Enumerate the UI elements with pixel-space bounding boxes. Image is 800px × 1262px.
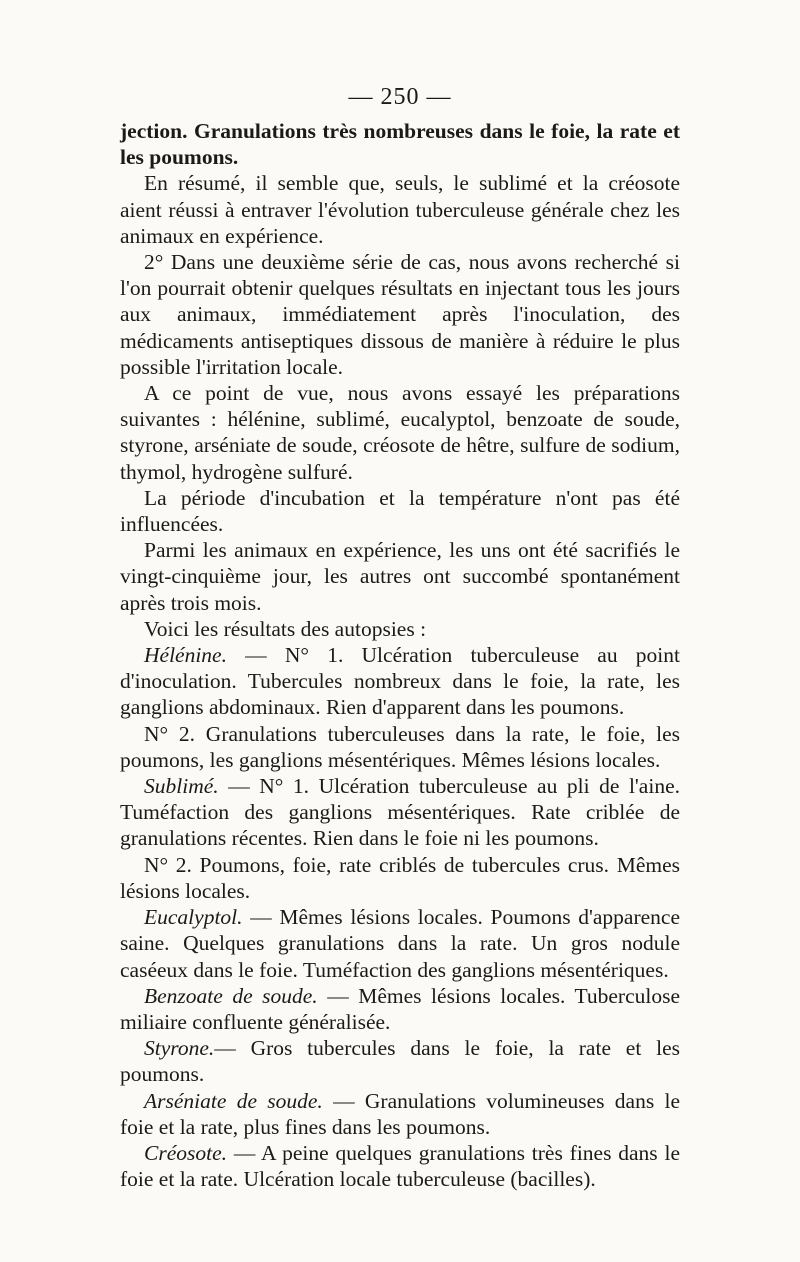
entry-lead: Hélénine. <box>144 643 227 668</box>
paragraph <box>120 721 680 773</box>
body-text <box>120 118 680 1192</box>
paragraph-text: La période d'incubation et la température n'ont pas été influencées. <box>120 485 680 537</box>
paragraph-text: 2° Dans une deuxième série de cas, nous avons recherché si l'on pourrait obtenir quelques résultats en injectant tous les jours aux animaux, immédiatement après l'inoculation, des médicaments antiseptiques dissous de manière à réduire le plus possible l'irritation locale. <box>120 250 680 379</box>
entry-lead: Arséniate de soude. <box>144 1088 323 1113</box>
paragraph <box>120 852 680 904</box>
paragraph-text: — A peine quelques granulations très fines dans le foie et la rate. Ulcération locale tuberculeuse (bacilles). <box>120 1140 680 1192</box>
paragraph-text: — Mêmes lésions locales. Tuberculose miliaire confluente généralisée. <box>120 983 680 1034</box>
paragraph <box>120 1035 680 1087</box>
entry-lead: Styrone. <box>144 1036 215 1061</box>
paragraph-text: — Granulations volumineuses dans le foie et la rate, plus fines dans les poumons. <box>120 1088 680 1139</box>
paragraph <box>120 118 680 170</box>
paragraph-text: En résumé, il semble que, seuls, le sublimé et la créosote aient réussi à entraver l'évolution tuberculeuse générale chez les animaux en expérience. <box>120 171 680 248</box>
entry-lead: Eucalyptol. <box>144 905 243 930</box>
entry-lead: Benzoate de soude. <box>144 983 318 1008</box>
paragraph <box>120 983 680 1035</box>
paragraph <box>120 616 680 642</box>
paragraph-text: — Gros tubercules dans le foie, la rate et les poumons. <box>120 1036 680 1087</box>
paragraph <box>120 249 680 380</box>
paragraph <box>120 1088 680 1140</box>
paragraph <box>120 773 680 852</box>
paragraph-text: Voici les résultats des autopsies : <box>144 616 427 641</box>
paragraph-text: A ce point de vue, nous avons essayé les préparations suivantes : hélénine, sublimé, eucalyptol, benzoate de soude, styrone, arséniate de soude, créosote de hêtre, sulfure de sodium, thymol, hydrogène sulfuré. <box>120 381 680 484</box>
paragraph-text: N° 2. Granulations tuberculeuses dans la rate, le foie, les poumons, les ganglions mésentériques. Mêmes lésions locales. <box>120 721 680 772</box>
paragraph <box>120 1140 680 1192</box>
paragraph-text: Parmi les animaux en expérience, les uns ont été sacrifiés le vingt-cinquième jour, les autres ont succombé spontanément après trois mois. <box>120 538 680 615</box>
paragraph-text: — N° 1. Ulcération tuberculeuse au pli de l'aine. Tuméfaction des ganglions mésentériques. Rate criblée de granulations récentes. Rien dans le foie ni les poumons. <box>120 774 680 851</box>
paragraph <box>120 380 680 485</box>
paragraph-text: jection. Granulations très nombreuses dans le foie, la rate et les poumons. <box>120 119 680 170</box>
paragraph <box>120 485 680 537</box>
paragraph <box>120 170 680 249</box>
entry-lead: Créosote. <box>144 1140 228 1165</box>
page-number: — 250 — <box>348 84 452 110</box>
paragraph <box>120 904 680 983</box>
paragraph <box>120 642 680 721</box>
paragraph-text: — Mêmes lésions locales. Poumons d'apparence saine. Quelques granulations dans la rate. Un gros nodule caséeux dans le foie. Tuméfaction des ganglions mésentériques. <box>120 905 680 982</box>
entry-lead: Sublimé. <box>144 774 219 799</box>
paragraph-text: — N° 1. Ulcération tuberculeuse au point d'inoculation. Tubercules nombreux dans le foie, la rate, les ganglions abdominaux. Rien d'apparent dans les poumons. <box>120 643 680 720</box>
paragraph-text: N° 2. Poumons, foie, rate criblés de tubercules crus. Mêmes lésions locales. <box>120 852 680 903</box>
paragraph <box>120 537 680 616</box>
